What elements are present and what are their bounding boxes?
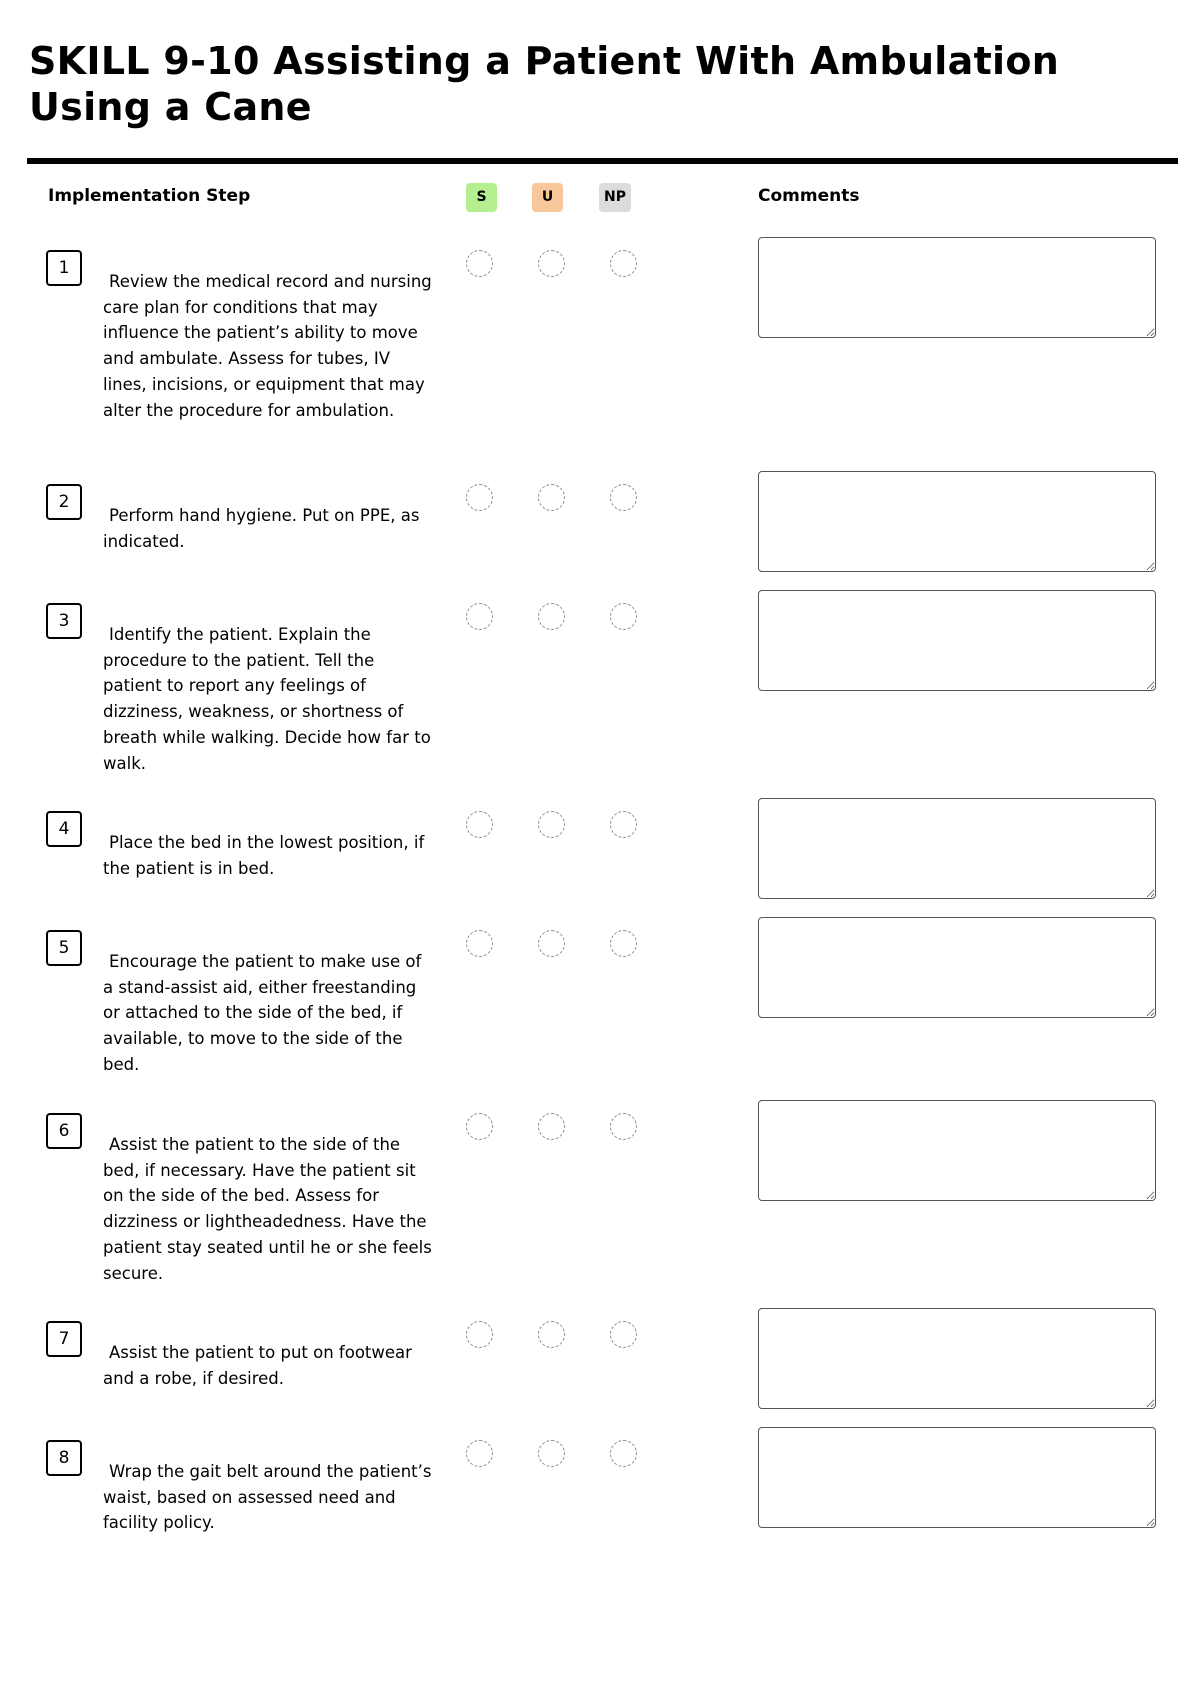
step-number: 7 [46, 1321, 82, 1357]
step-number: 1 [46, 250, 82, 286]
satisfactory-radio[interactable] [466, 1113, 493, 1140]
comment-field[interactable] [758, 1100, 1156, 1201]
unsatisfactory-radio[interactable] [538, 250, 565, 277]
step-text: Encourage the patient to make use of a stand-assist aid, either freestanding or attached to the side of the bed, if available, to move to the side of the bed. [103, 952, 422, 1074]
unsatisfactory-radio[interactable] [538, 1440, 565, 1467]
step-number: 6 [46, 1113, 82, 1149]
title-divider [27, 158, 1178, 164]
step-text: Review the medical record and nursing care plan for conditions that may influence the patient’s ability to move and ambulate. Assess for tubes, IV lines, incisions, or equipment that may alter the procedure for ambulation. [103, 272, 432, 420]
satisfactory-radio[interactable] [466, 1321, 493, 1348]
step-number: 5 [46, 930, 82, 966]
not-performed-radio[interactable] [610, 484, 637, 511]
not-performed-radio[interactable] [610, 1440, 637, 1467]
comments-header: Comments [758, 186, 860, 206]
not-performed-radio[interactable] [610, 603, 637, 630]
unsatisfactory-radio[interactable] [538, 603, 565, 630]
step-text: Place the bed in the lowest position, if the patient is in bed. [103, 833, 425, 878]
step-text: Identify the patient. Explain the procedure to the patient. Tell the patient to report any feelings of dizziness, weakness, or shortness of breath while walking. Decide how far to walk. [103, 625, 431, 773]
satisfactory-radio[interactable] [466, 811, 493, 838]
satisfactory-radio[interactable] [466, 250, 493, 277]
satisfactory-radio[interactable] [466, 930, 493, 957]
step-number: 2 [46, 484, 82, 520]
step-text: Assist the patient to put on footwear and a robe, if desired. [103, 1343, 412, 1388]
comment-field[interactable] [758, 237, 1156, 338]
comment-field[interactable] [758, 590, 1156, 691]
not-performed-radio[interactable] [610, 1113, 637, 1140]
step-number: 3 [46, 603, 82, 639]
step-number: 8 [46, 1440, 82, 1476]
comment-field[interactable] [758, 1308, 1156, 1409]
unsatisfactory-radio[interactable] [538, 484, 565, 511]
step-text: Assist the patient to the side of the bed, if necessary. Have the patient sit on the side of the bed. Assess for dizziness or lightheadedness. Have the patient stay seated until he or she feels secure. [103, 1135, 432, 1283]
not-performed-radio[interactable] [610, 811, 637, 838]
not-performed-radio[interactable] [610, 250, 637, 277]
step-text: Wrap the gait belt around the patient’s waist, based on assessed need and facility policy. [103, 1462, 432, 1533]
implementation-step-header: Implementation Step [48, 186, 251, 206]
not-performed-radio[interactable] [610, 1321, 637, 1348]
comment-field[interactable] [758, 798, 1156, 899]
page-title: SKILL 9-10 Assisting a Patient With Ambulation Using a Cane [29, 39, 1060, 129]
s-column-badge: S [466, 183, 497, 212]
satisfactory-radio[interactable] [466, 603, 493, 630]
comment-field[interactable] [758, 917, 1156, 1018]
np-column-badge: NP [599, 183, 631, 212]
unsatisfactory-radio[interactable] [538, 1113, 565, 1140]
step-number: 4 [46, 811, 82, 847]
step-text: Perform hand hygiene. Put on PPE, as indicated. [103, 506, 420, 551]
comment-field[interactable] [758, 471, 1156, 572]
unsatisfactory-radio[interactable] [538, 811, 565, 838]
satisfactory-radio[interactable] [466, 1440, 493, 1467]
satisfactory-radio[interactable] [466, 484, 493, 511]
comment-field[interactable] [758, 1427, 1156, 1528]
not-performed-radio[interactable] [610, 930, 637, 957]
unsatisfactory-radio[interactable] [538, 1321, 565, 1348]
u-column-badge: U [532, 183, 563, 212]
unsatisfactory-radio[interactable] [538, 930, 565, 957]
